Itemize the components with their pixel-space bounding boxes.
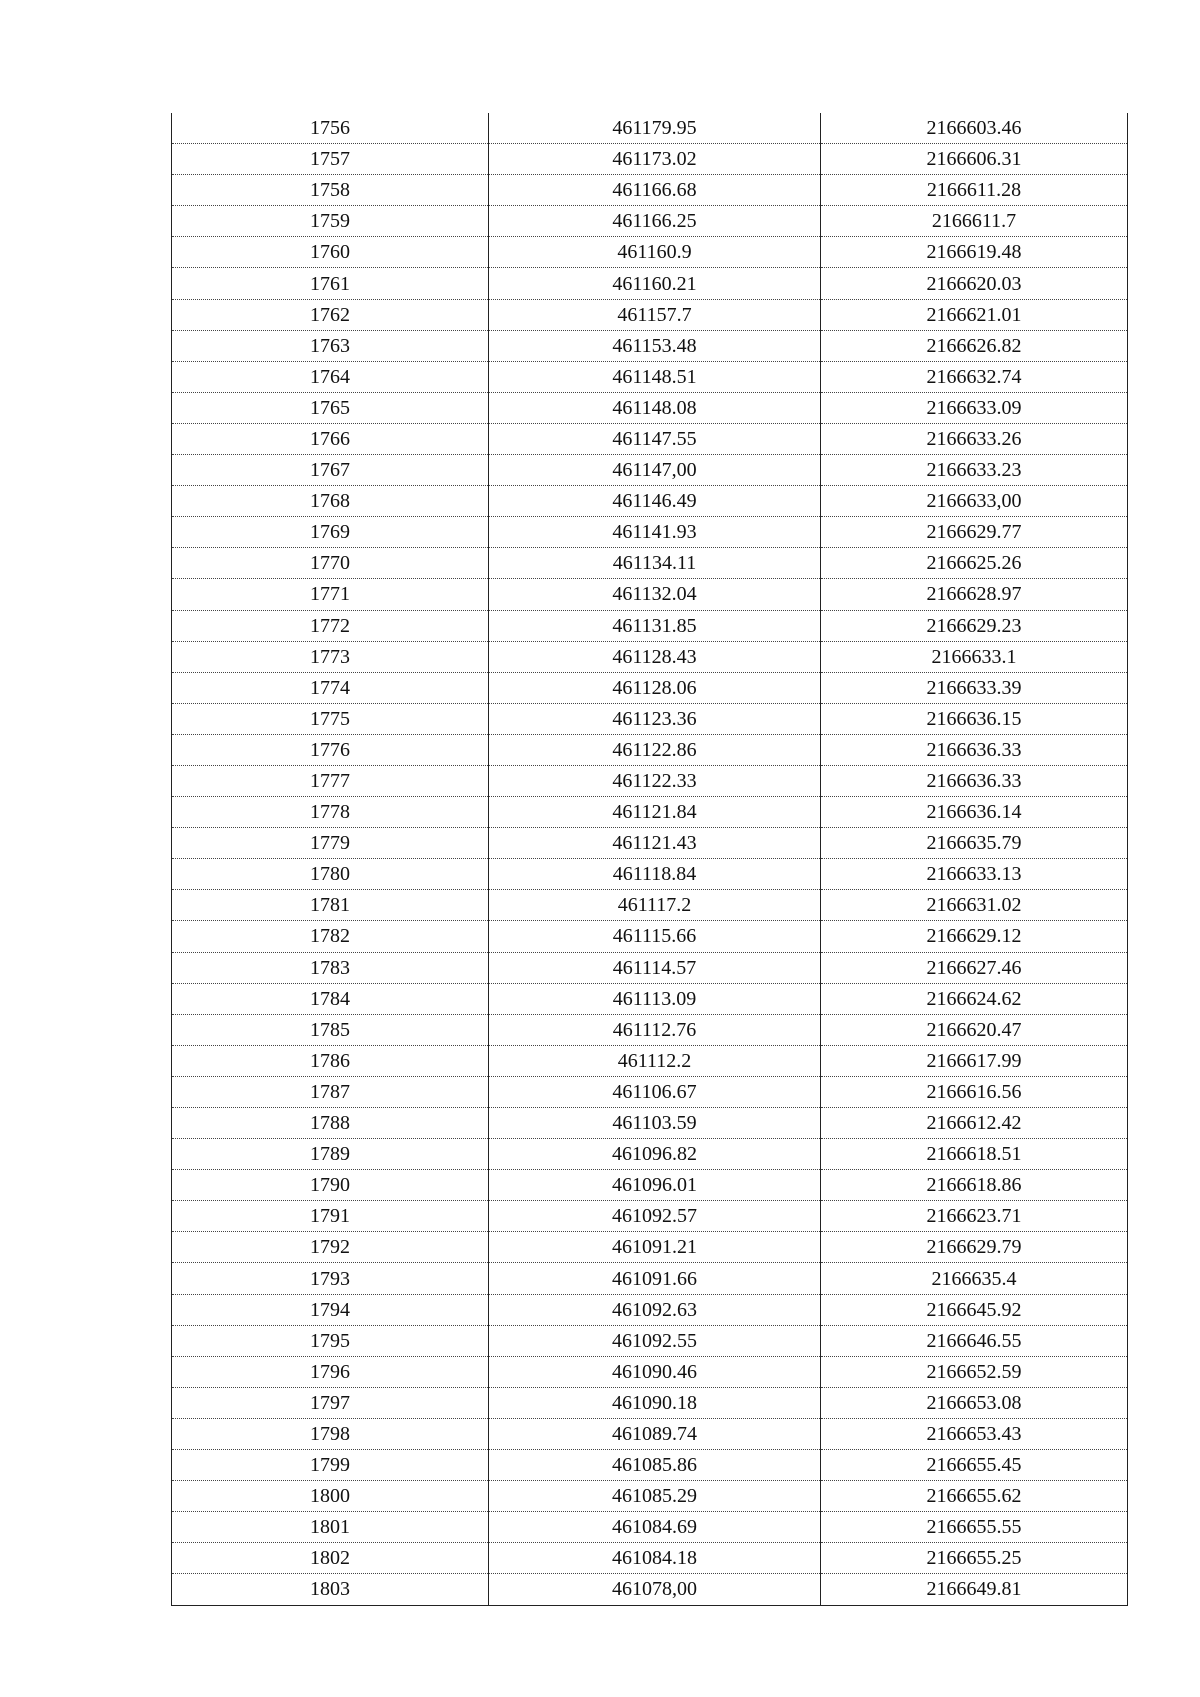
y-coordinate-cell: 2166636.33 [821,765,1128,796]
y-coordinate-cell: 2166629.12 [821,921,1128,952]
x-coordinate-cell: 461115.66 [489,921,821,952]
y-coordinate-cell: 2166629.77 [821,517,1128,548]
point-number-cell: 1770 [172,548,489,579]
y-coordinate-cell: 2166619.48 [821,237,1128,268]
y-coordinate-cell: 2166633.09 [821,392,1128,423]
x-coordinate-cell: 461090.18 [489,1387,821,1418]
y-coordinate-cell: 2166649.81 [821,1574,1128,1605]
y-coordinate-cell: 2166645.92 [821,1294,1128,1325]
y-coordinate-cell: 2166620.03 [821,268,1128,299]
table-row [172,828,1128,859]
point-number-cell: 1786 [172,1045,489,1076]
y-coordinate-cell: 2166633.26 [821,423,1128,454]
table-row [172,703,1128,734]
point-number-cell: 1784 [172,983,489,1014]
table-row [172,952,1128,983]
table-row [172,672,1128,703]
y-coordinate-cell: 2166636.33 [821,734,1128,765]
table-row [172,1201,1128,1232]
point-number-cell: 1758 [172,175,489,206]
table-row [172,797,1128,828]
table-row [172,486,1128,517]
y-coordinate-cell: 2166618.86 [821,1170,1128,1201]
table-row [172,1450,1128,1481]
point-number-cell: 1800 [172,1481,489,1512]
y-coordinate-cell: 2166655.45 [821,1450,1128,1481]
table-row [172,765,1128,796]
coordinates-table-body [172,113,1128,1605]
y-coordinate-cell: 2166603.46 [821,113,1128,144]
table-row [172,1574,1128,1605]
table-row [172,423,1128,454]
x-coordinate-cell: 461146.49 [489,486,821,517]
table-row [172,1108,1128,1139]
x-coordinate-cell: 461147,00 [489,455,821,486]
point-number-cell: 1790 [172,1170,489,1201]
y-coordinate-cell: 2166626.82 [821,330,1128,361]
table-row [172,268,1128,299]
table-row [172,1263,1128,1294]
y-coordinate-cell: 2166628.97 [821,579,1128,610]
point-number-cell: 1765 [172,392,489,423]
table-row [172,455,1128,486]
x-coordinate-cell: 461166.68 [489,175,821,206]
table-row [172,517,1128,548]
point-number-cell: 1787 [172,1076,489,1107]
y-coordinate-cell: 2166624.62 [821,983,1128,1014]
y-coordinate-cell: 2166655.62 [821,1481,1128,1512]
x-coordinate-cell: 461091.66 [489,1263,821,1294]
point-number-cell: 1776 [172,734,489,765]
x-coordinate-cell: 461128.43 [489,641,821,672]
point-number-cell: 1764 [172,361,489,392]
y-coordinate-cell: 2166655.25 [821,1543,1128,1574]
point-number-cell: 1783 [172,952,489,983]
x-coordinate-cell: 461084.18 [489,1543,821,1574]
y-coordinate-cell: 2166618.51 [821,1139,1128,1170]
x-coordinate-cell: 461112.2 [489,1045,821,1076]
x-coordinate-cell: 461103.59 [489,1108,821,1139]
x-coordinate-cell: 461179.95 [489,113,821,144]
y-coordinate-cell: 2166633,00 [821,486,1128,517]
point-number-cell: 1788 [172,1108,489,1139]
y-coordinate-cell: 2166636.14 [821,797,1128,828]
point-number-cell: 1761 [172,268,489,299]
table-row [172,1076,1128,1107]
x-coordinate-cell: 461091.21 [489,1232,821,1263]
point-number-cell: 1792 [172,1232,489,1263]
y-coordinate-cell: 2166636.15 [821,703,1128,734]
table-row [172,1325,1128,1356]
x-coordinate-cell: 461132.04 [489,579,821,610]
table-row [172,144,1128,175]
table-row [172,299,1128,330]
point-number-cell: 1768 [172,486,489,517]
point-number-cell: 1782 [172,921,489,952]
point-number-cell: 1797 [172,1387,489,1418]
x-coordinate-cell: 461092.57 [489,1201,821,1232]
y-coordinate-cell: 2166633.23 [821,455,1128,486]
table-row [172,237,1128,268]
y-coordinate-cell: 2166631.02 [821,890,1128,921]
y-coordinate-cell: 2166606.31 [821,144,1128,175]
y-coordinate-cell: 2166623.71 [821,1201,1128,1232]
x-coordinate-cell: 461092.55 [489,1325,821,1356]
x-coordinate-cell: 461112.76 [489,1014,821,1045]
y-coordinate-cell: 2166635.4 [821,1263,1128,1294]
table-row [172,641,1128,672]
table-row [172,1543,1128,1574]
point-number-cell: 1772 [172,610,489,641]
y-coordinate-cell: 2166655.55 [821,1512,1128,1543]
table-row [172,921,1128,952]
y-coordinate-cell: 2166633.39 [821,672,1128,703]
table-row [172,1294,1128,1325]
y-coordinate-cell: 2166621.01 [821,299,1128,330]
y-coordinate-cell: 2166653.08 [821,1387,1128,1418]
x-coordinate-cell: 461096.01 [489,1170,821,1201]
y-coordinate-cell: 2166652.59 [821,1356,1128,1387]
point-number-cell: 1796 [172,1356,489,1387]
table-row [172,1139,1128,1170]
y-coordinate-cell: 2166629.79 [821,1232,1128,1263]
point-number-cell: 1769 [172,517,489,548]
table-row [172,610,1128,641]
y-coordinate-cell: 2166653.43 [821,1418,1128,1449]
x-coordinate-cell: 461085.29 [489,1481,821,1512]
x-coordinate-cell: 461096.82 [489,1139,821,1170]
table-row [172,1232,1128,1263]
point-number-cell: 1789 [172,1139,489,1170]
y-coordinate-cell: 2166632.74 [821,361,1128,392]
x-coordinate-cell: 461121.84 [489,797,821,828]
table-row [172,734,1128,765]
x-coordinate-cell: 461118.84 [489,859,821,890]
x-coordinate-cell: 461084.69 [489,1512,821,1543]
y-coordinate-cell: 2166633.13 [821,859,1128,890]
y-coordinate-cell: 2166620.47 [821,1014,1128,1045]
y-coordinate-cell: 2166627.46 [821,952,1128,983]
point-number-cell: 1760 [172,237,489,268]
point-number-cell: 1763 [172,330,489,361]
table-row [172,1481,1128,1512]
y-coordinate-cell: 2166616.56 [821,1076,1128,1107]
x-coordinate-cell: 461131.85 [489,610,821,641]
x-coordinate-cell: 461141.93 [489,517,821,548]
table-row [172,1387,1128,1418]
x-coordinate-cell: 461106.67 [489,1076,821,1107]
table-row [172,113,1128,144]
x-coordinate-cell: 461160.9 [489,237,821,268]
point-number-cell: 1780 [172,859,489,890]
x-coordinate-cell: 461128.06 [489,672,821,703]
point-number-cell: 1759 [172,206,489,237]
table-row [172,1014,1128,1045]
point-number-cell: 1781 [172,890,489,921]
x-coordinate-cell: 461173.02 [489,144,821,175]
point-number-cell: 1778 [172,797,489,828]
x-coordinate-cell: 461114.57 [489,952,821,983]
x-coordinate-cell: 461148.08 [489,392,821,423]
point-number-cell: 1756 [172,113,489,144]
point-number-cell: 1774 [172,672,489,703]
x-coordinate-cell: 461160.21 [489,268,821,299]
table-row [172,579,1128,610]
x-coordinate-cell: 461122.33 [489,765,821,796]
point-number-cell: 1757 [172,144,489,175]
point-number-cell: 1795 [172,1325,489,1356]
x-coordinate-cell: 461078,00 [489,1574,821,1605]
table-row [172,859,1128,890]
y-coordinate-cell: 2166612.42 [821,1108,1128,1139]
point-number-cell: 1799 [172,1450,489,1481]
x-coordinate-cell: 461148.51 [489,361,821,392]
point-number-cell: 1785 [172,1014,489,1045]
table-row [172,361,1128,392]
x-coordinate-cell: 461123.36 [489,703,821,734]
x-coordinate-cell: 461122.86 [489,734,821,765]
table-row [172,548,1128,579]
x-coordinate-cell: 461134.11 [489,548,821,579]
y-coordinate-cell: 2166633.1 [821,641,1128,672]
table-row [172,1512,1128,1543]
table-row [172,175,1128,206]
x-coordinate-cell: 461157.7 [489,299,821,330]
point-number-cell: 1791 [172,1201,489,1232]
point-number-cell: 1767 [172,455,489,486]
table-row [172,1418,1128,1449]
x-coordinate-cell: 461166.25 [489,206,821,237]
x-coordinate-cell: 461147.55 [489,423,821,454]
point-number-cell: 1794 [172,1294,489,1325]
x-coordinate-cell: 461113.09 [489,983,821,1014]
table-row [172,206,1128,237]
table-row [172,1356,1128,1387]
y-coordinate-cell: 2166617.99 [821,1045,1128,1076]
point-number-cell: 1798 [172,1418,489,1449]
point-number-cell: 1802 [172,1543,489,1574]
table-row [172,392,1128,423]
table-row [172,1170,1128,1201]
table-row [172,890,1128,921]
point-number-cell: 1803 [172,1574,489,1605]
x-coordinate-cell: 461153.48 [489,330,821,361]
table-row [172,983,1128,1014]
point-number-cell: 1779 [172,828,489,859]
y-coordinate-cell: 2166611.28 [821,175,1128,206]
table-row [172,1045,1128,1076]
x-coordinate-cell: 461090.46 [489,1356,821,1387]
point-number-cell: 1773 [172,641,489,672]
x-coordinate-cell: 461089.74 [489,1418,821,1449]
point-number-cell: 1766 [172,423,489,454]
y-coordinate-cell: 2166625.26 [821,548,1128,579]
x-coordinate-cell: 461117.2 [489,890,821,921]
point-number-cell: 1777 [172,765,489,796]
x-coordinate-cell: 461121.43 [489,828,821,859]
y-coordinate-cell: 2166646.55 [821,1325,1128,1356]
point-number-cell: 1771 [172,579,489,610]
y-coordinate-cell: 2166629.23 [821,610,1128,641]
x-coordinate-cell: 461092.63 [489,1294,821,1325]
point-number-cell: 1775 [172,703,489,734]
point-number-cell: 1793 [172,1263,489,1294]
point-number-cell: 1762 [172,299,489,330]
y-coordinate-cell: 2166611.7 [821,206,1128,237]
coordinates-table [171,113,1128,1606]
table-row [172,330,1128,361]
point-number-cell: 1801 [172,1512,489,1543]
x-coordinate-cell: 461085.86 [489,1450,821,1481]
y-coordinate-cell: 2166635.79 [821,828,1128,859]
